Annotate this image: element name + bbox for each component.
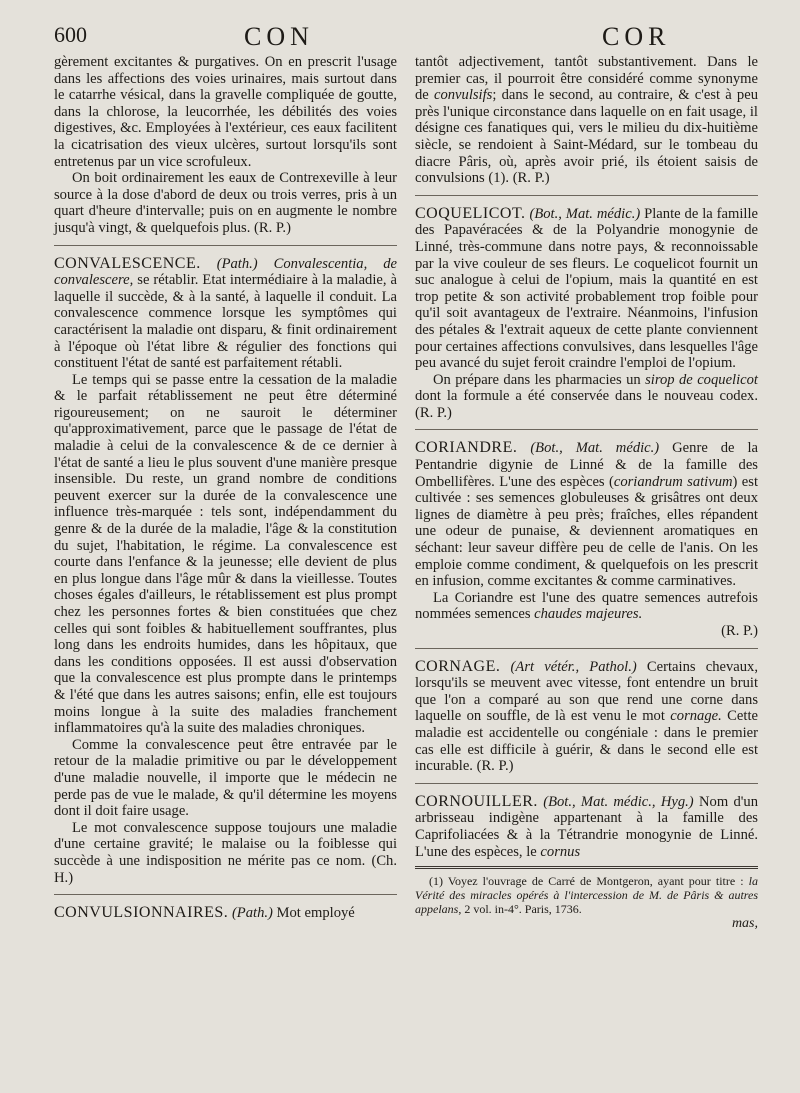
- entry-coquelicot: [415, 206, 758, 422]
- italic-term: sirop de coquelicot: [645, 371, 758, 388]
- entry-divider: [54, 894, 397, 895]
- text-run: Cette maladie est accidentelle ou congéniale : dans le premier cas elle est difficile à guérir, & dans le second elle est incurable. (R. P.): [415, 708, 758, 775]
- page-number: 600: [54, 22, 87, 47]
- paragraph: gèrement excitantes & purgatives. On en prescrit l'usage dans les affections des voies urinaires, mais surtout dans le catarrhe vésical, dans la gravelle compliquée de goutte, dans la chlorose, la leucorrhée, les débilités des voies digestives, &c. Employées à l'extérieur, ces eaux facilitent la cicatrisation des vieux ulcères, surtout lorsqu'ils sont entretenus par un vice scrofuleux.: [54, 54, 397, 170]
- entry-first-paragraph: [415, 794, 758, 860]
- italic-term: coriandrum sativum: [613, 473, 733, 490]
- entry-category: (Bot., Mat. médic., Hyg.): [543, 793, 694, 810]
- entry-category: (Art vétér., Pathol.): [510, 658, 637, 675]
- italic-term: convulsifs: [433, 87, 493, 104]
- latin-term: Convalescentia, de convalescere,: [54, 255, 397, 289]
- text-run: (1) Voyez l'ouvrage de Carré de Montgeron, ayant pour titre :: [429, 874, 744, 889]
- footnote: [415, 874, 758, 916]
- entry-headword: CONVULSIONNAIRES.: [54, 904, 229, 922]
- entry-cornage: [415, 659, 758, 775]
- italic-term: cornage.: [670, 708, 722, 725]
- paragraph: [415, 372, 758, 422]
- text-run: La Coriandre est l'une des quatre semences autrefois nommées semences: [415, 589, 758, 623]
- text-run: ) est cultivée : ses semences globuleuses & grisâtres ont deux lignes de diamètre à peu près; fraîches, elles répandent une odeur de punaise, & deviennent aromatiques en séchant: leur saveur diffère peu de celle de l'anis. On les emploie comme condiment, & quelquefois on les prescrit en infusion, comme excitantes & comme carminatives.: [415, 473, 758, 590]
- italic-term: la Vérité des miracles opérés à l'intercession de M. de Pâris & autres appelans: [415, 874, 758, 917]
- paragraph: On boit ordinairement les eaux de Contrexeville à leur source à la dose d'abord de deux ou trois verres, pris à un quart d'heure d'intervalle; puis on en augmente le nombre jusqu'à vingt, & quelquefois plus. (R. P.): [54, 170, 397, 236]
- text-run: dont la formule a été conservée dans le nouveau codex. (R. P.): [415, 388, 758, 421]
- footnote-rule: [415, 866, 758, 869]
- entry-category: (Bot., Mat. médic.): [529, 205, 641, 222]
- entry-first-paragraph: [54, 256, 397, 372]
- entry-coriandre: [415, 440, 758, 639]
- entry-text: Plante de la famille des Papavéracées & de la Polyandrie monogynie de Linné, très-commune dans notre pays, & reconnoissable par la vive couleur de ses fleurs. Le coquelicot fournit un suc analogue à celui de l'opium, mais la quantité en est trop petite & son activité probablement trop foible pour qu'il soit avantageux de l'extraire. Néanmoins, l'infusion des pétales & l'extrait aqueux de cette plante conviennent pour certaines affections convulsives, dans lesquelles l'âge peu avancé du sujet feroit craindre l'emploi de l'opium.: [415, 205, 758, 372]
- entry-first-paragraph: [54, 905, 397, 922]
- entry-first-paragraph: [415, 659, 758, 775]
- text-run: , 2 vol. in-4°. Paris, 1736.: [458, 902, 582, 917]
- entry-headword: CORIANDRE.: [415, 439, 518, 457]
- paragraph: Le mot convalescence suppose toujours une maladie d'une certaine gravité; le malaise ou la foiblesse qui succède à une indisposition ne mérite pas ce nom. (Ch. H.): [54, 819, 397, 886]
- paragraph: Comme la convalescence peut être entravée par le retour de la maladie primitive ou par le développement d'une maladie nouvelle, il importe que le médecin ne perde pas de vue le malade, & qu'il détermine les moyens dont il doit faire usage.: [54, 736, 397, 820]
- entry-category: (Path.): [231, 905, 273, 922]
- text-run: tantôt adjectivement, tantôt substantivement. Dans le premier cas, il pourroit être considéré comme synonyme de: [415, 54, 758, 104]
- entry-headword: COQUELICOT.: [415, 204, 526, 222]
- right-column: [415, 54, 758, 933]
- entry-text: Mot employé: [276, 905, 355, 922]
- text-run: Nom d'un arbrisseau indigène appartenant à la famille des Caprifoliacées & à la Tétrandrie monogynie de Linné. L'une des espèces, le: [415, 793, 758, 860]
- italic-term: cornus: [540, 843, 581, 860]
- entry-divider: [415, 195, 758, 196]
- entry-headword: CONVALESCENCE.: [54, 254, 201, 272]
- entry-category: (Bot., Mat. médic.): [530, 440, 660, 457]
- paragraph: Le temps qui se passe entre la cessation de la maladie & le parfait rétablissement ne peut être déterminé rigoureusement; on ne sauroit le déterminer qu'approximativement, parce que le passage de l'état de maladie à celui de la convalescence & de ce dernier à l'état de santé a lieu le plus souvent d'une manière presque insensible. Du reste, un grand nombre de conditions peuvent exercer sur la durée de la convalescence une influence très-marquée : tels sont, indépendamment du genre & de la durée de la maladie, l'âge & la constitution du sujet, l'habitation, le régime. La convalescence est courte dans l'enfance & la jeunesse; elle devient de plus en plus longue dans l'âge mûr & dans la vieillesse. Toutes choses égales d'ailleurs, le rétablissement est plus prompt chez les personnes fortes & bien constituées que chez celles qui sont foibles & habituellement souffrantes, plus long dans les endroits humides, dans les hôpitaux, que dans les conditions opposées. Il est aussi d'observation que la convalescence est plus prompte dans le printemps & l'été que dans les autres saisons; enfin, elle est toujours moins longue à la suite des maladies franchement inflammatoires qu'à la suite des maladies chroniques.: [54, 371, 397, 737]
- text-run: ; dans le second, au contraire, & c'est à peu près l'unique circonstance dans laquelle on en fait usage, il désigne ces fanatiques qui, vers le milieu du dix-huitième siècle, se rendoient à Saint-Médard, sur le tombeau du diacre Pâris, où, après avoir prié, ils étoient saisis de convulsions (1). (R. P.): [415, 87, 758, 187]
- left-column: [54, 54, 397, 922]
- text-run: Certains chevaux, lorsqu'ils se meuvent avec vitesse, font entendre un bruit que l'on a comparé au son que rend une corne dans laquelle on souffle, de là est venu le mot: [415, 658, 758, 725]
- paragraph: [415, 54, 758, 187]
- entry-cornouiller: [415, 794, 758, 860]
- entry-first-paragraph: [415, 206, 758, 372]
- text-run: On prépare dans les pharmacies un: [433, 371, 641, 388]
- entry-divider: [415, 648, 758, 649]
- entry-text: se rétablir. Etat intermédiaire à la maladie, à laquelle il succède, & à la santé, à laquelle il conduit. La convalescence commence lorsque les symptômes qui caractérisent la maladie ont disparu, & finit ordinairement à l'époque où l'état libre & régulier des fonctions qui constituent l'état de santé est parfaitement rétabli.: [54, 272, 397, 372]
- italic-term: chaudes majeures.: [534, 606, 643, 623]
- catchword: mas,: [731, 916, 758, 932]
- entry-category: (Path.): [216, 255, 258, 272]
- entry-headword: CORNAGE.: [415, 657, 501, 675]
- entry-convulsionnaires: [54, 905, 397, 922]
- entry-divider: [54, 245, 397, 246]
- author-signature: (R. P.): [721, 623, 758, 639]
- entry-divider: [415, 429, 758, 430]
- entry-divider: [415, 783, 758, 784]
- header-right-word: COR: [602, 22, 671, 51]
- paragraph: [415, 590, 758, 623]
- running-header: [54, 22, 772, 52]
- entry-first-paragraph: [415, 440, 758, 589]
- header-left-word: CON: [244, 22, 314, 51]
- entry-headword: CORNOUILLER.: [415, 792, 538, 810]
- entry-convalescence: [54, 256, 397, 887]
- text-run: Genre de la Pentandrie digynie de Linné & de la famille des Ombellifères. L'une des espèces (: [415, 440, 759, 490]
